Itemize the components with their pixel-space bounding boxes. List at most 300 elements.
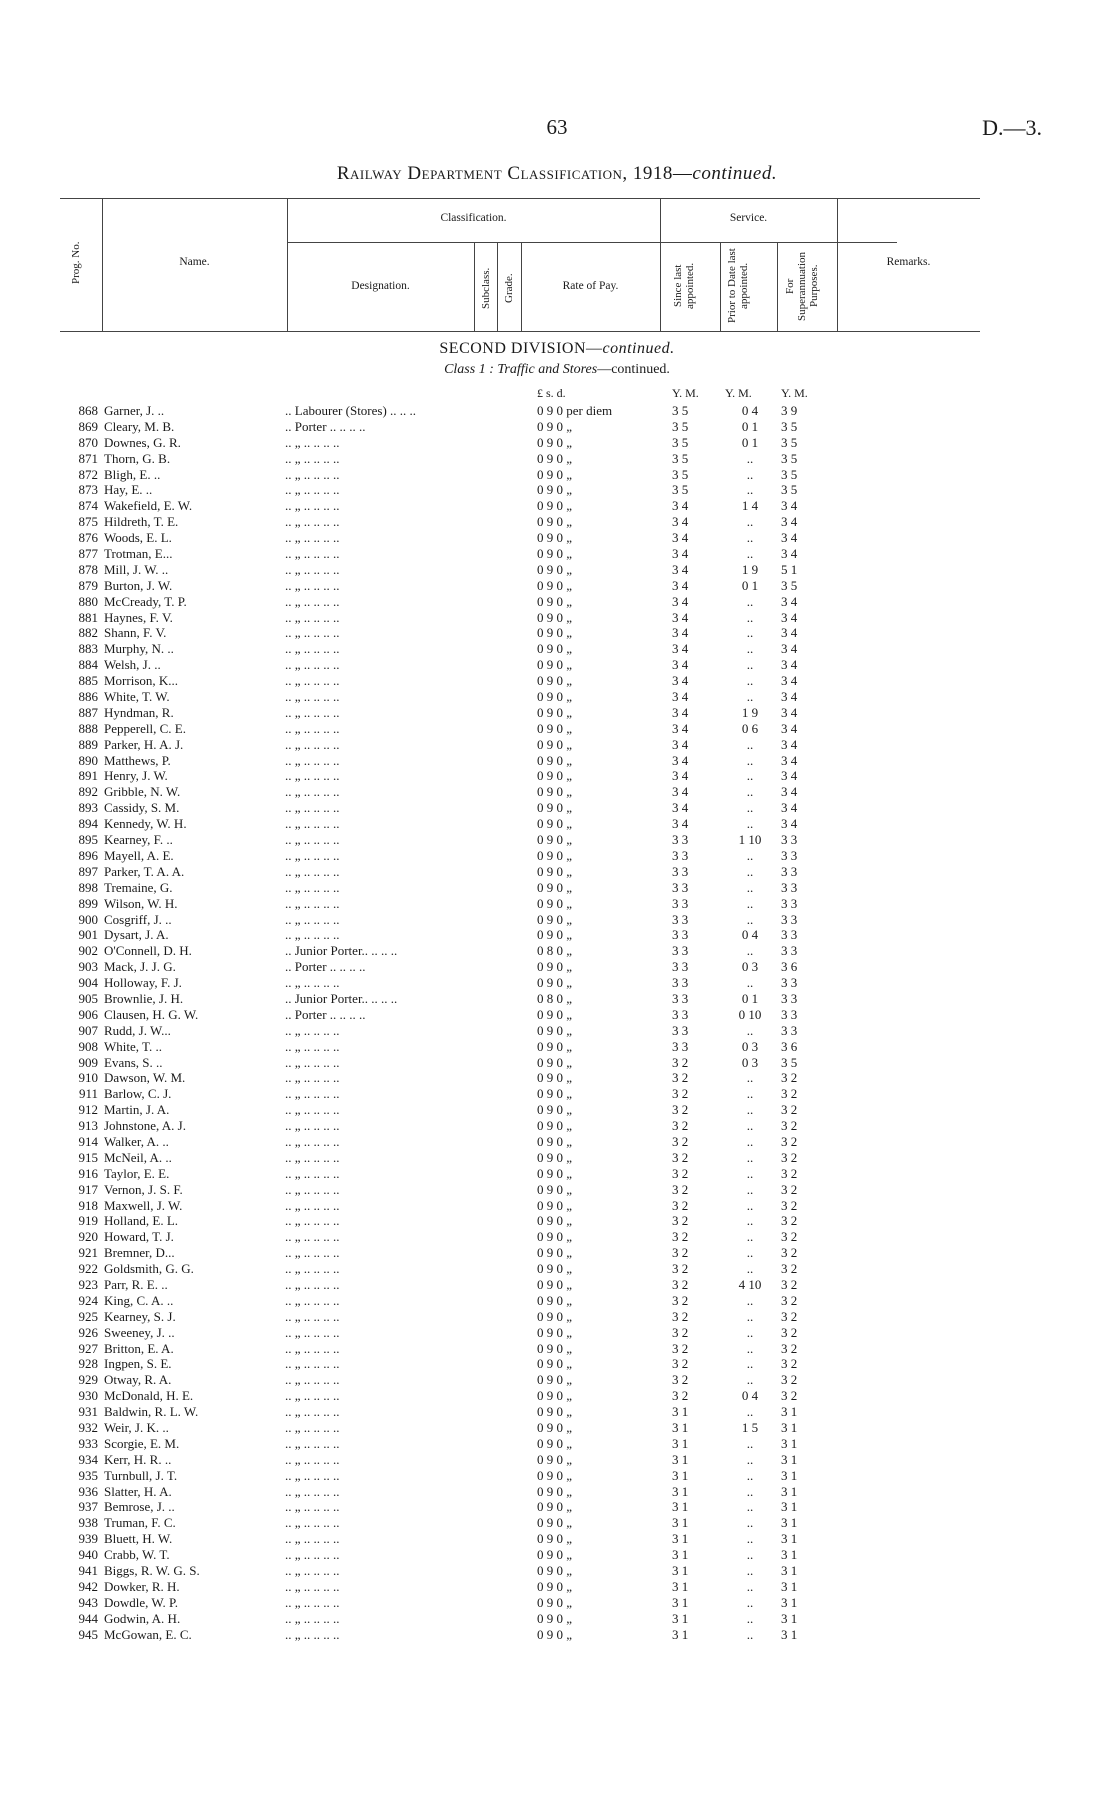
prog-number-cell: 913: [78, 1118, 98, 1134]
prog-number-cell: 886: [78, 689, 98, 705]
designation-cell: .. „ .. .. .. ..: [285, 1102, 340, 1118]
name-cell: Dawson, W. M.: [104, 1070, 186, 1086]
table-row: [0, 1325, 1114, 1341]
header-service: Service.: [729, 212, 768, 224]
name-cell: Godwin, A. H.: [104, 1610, 181, 1626]
designation-cell: .. „ .. .. .. ..: [285, 689, 340, 705]
designation-cell: .. „ .. .. .. ..: [285, 1229, 340, 1245]
since-last-cell: 3 2: [672, 1245, 689, 1261]
rate-of-pay-cell: 0 9 0 „: [537, 1324, 573, 1340]
table-row: [0, 1277, 1114, 1293]
superannuation-cell: 3 2: [781, 1086, 798, 1102]
designation-cell: .. „ .. .. .. ..: [285, 1563, 340, 1579]
prior-to-date-cell: ..: [746, 1435, 754, 1451]
superannuation-cell: 3 1: [781, 1610, 798, 1626]
rate-of-pay-cell: 0 9 0 per diem: [537, 403, 613, 418]
rate-of-pay-cell: 0 9 0 „: [537, 1563, 573, 1579]
name-cell: Pepperell, C. E.: [104, 720, 186, 736]
superannuation-cell: 3 2: [781, 1181, 798, 1197]
prog-number-cell: 892: [78, 784, 98, 800]
rule-v7: [720, 242, 721, 332]
prog-number-cell: 902: [78, 943, 98, 959]
prior-to-date-cell: ..: [746, 847, 754, 863]
superannuation-cell: 3 4: [781, 641, 798, 657]
prog-number-cell: 888: [78, 720, 98, 736]
prog-number-cell: 932: [78, 1420, 98, 1435]
table-row: [0, 800, 1114, 816]
rate-of-pay-cell: 0 9 0 „: [537, 1213, 573, 1229]
name-cell: Woods, E. L.: [104, 530, 172, 546]
rate-of-pay-cell: 0 9 0 „: [537, 1435, 573, 1451]
prog-number-cell: 921: [78, 1245, 98, 1261]
prog-number-cell: 905: [78, 990, 98, 1006]
prior-to-date-cell: ..: [746, 466, 754, 482]
prior-to-date-cell: 1 4: [741, 498, 759, 514]
rate-of-pay-cell: 0 9 0 „: [537, 1133, 573, 1149]
designation-cell: .. „ .. .. .. ..: [285, 546, 340, 562]
prog-number-cell: 938: [78, 1515, 98, 1531]
prog-number-cell: 891: [78, 768, 98, 784]
prior-to-date-cell: ..: [746, 1404, 754, 1420]
since-last-cell: 3 1: [672, 1420, 689, 1435]
designation-cell: .. „ .. .. .. ..: [285, 847, 340, 863]
prog-number-cell: 884: [78, 657, 98, 673]
rate-of-pay-cell: 0 9 0 „: [537, 911, 573, 927]
superannuation-cell: 3 2: [781, 1324, 798, 1340]
rate-of-pay-cell: 0 9 0 „: [537, 1038, 573, 1054]
rate-of-pay-cell: 0 9 0 „: [537, 1006, 573, 1022]
prog-number-cell: 889: [78, 736, 98, 752]
prior-to-date-cell: ..: [746, 800, 754, 816]
table-row: [0, 991, 1114, 1007]
designation-cell: .. „ .. .. .. ..: [285, 800, 340, 816]
prog-number-cell: 939: [78, 1531, 98, 1547]
superannuation-cell: 3 1: [781, 1420, 798, 1435]
rate-of-pay-cell: 0 9 0 „: [537, 1102, 573, 1118]
since-last-cell: 3 3: [672, 927, 689, 943]
prior-to-date-cell: ..: [746, 1515, 754, 1531]
designation-cell: .. „ .. .. .. ..: [285, 832, 340, 848]
rate-of-pay-cell: 0 9 0 „: [537, 1197, 573, 1213]
prior-to-date-cell: ..: [746, 1292, 754, 1308]
rate-of-pay-cell: 0 9 0 „: [537, 975, 573, 991]
name-cell: Henry, J. W.: [104, 768, 168, 784]
prog-number-cell: 876: [78, 530, 98, 546]
table-row: [0, 657, 1114, 673]
prior-to-date-cell: 0 4: [741, 927, 759, 943]
since-last-cell: 3 2: [672, 1213, 689, 1229]
prior-to-date-cell: ..: [746, 1149, 754, 1165]
table-row: [0, 1261, 1114, 1277]
name-cell: Dowdle, W. P.: [104, 1594, 179, 1610]
superannuation-cell: 3 4: [781, 673, 798, 689]
table-row: [0, 848, 1114, 864]
designation-cell: .. „ .. .. .. ..: [285, 720, 340, 736]
since-last-cell: 3 4: [672, 736, 689, 752]
prog-number-cell: 942: [78, 1578, 98, 1594]
table-row: [0, 1070, 1114, 1086]
units-prior: Y. M.: [725, 386, 752, 400]
name-cell: Tremaine, G.: [104, 879, 173, 895]
name-cell: Taylor, E. E.: [104, 1165, 170, 1181]
rate-of-pay-cell: 0 9 0 „: [537, 1404, 573, 1420]
designation-cell: .. „ .. .. .. ..: [285, 975, 340, 991]
class-suffix: —continued.: [597, 362, 670, 377]
prior-to-date-cell: ..: [746, 657, 754, 673]
superannuation-cell: 3 1: [781, 1547, 798, 1563]
prior-to-date-cell: ..: [746, 943, 754, 959]
prior-to-date-cell: ..: [746, 1578, 754, 1594]
superannuation-cell: 3 4: [781, 768, 798, 784]
name-cell: Scorgie, E. M.: [104, 1435, 180, 1451]
table-row: [0, 975, 1114, 991]
units-pay: £ s. d.: [537, 386, 566, 400]
superannuation-cell: 3 1: [781, 1451, 798, 1467]
rate-of-pay-cell: 0 9 0 „: [537, 1610, 573, 1626]
prog-number-cell: 881: [78, 609, 98, 625]
superannuation-cell: 3 2: [781, 1102, 798, 1118]
prior-to-date-cell: ..: [746, 450, 754, 466]
since-last-cell: 3 2: [672, 1197, 689, 1213]
name-cell: Parr, R. E. ..: [104, 1276, 168, 1292]
prog-number-cell: 920: [78, 1229, 98, 1245]
rate-of-pay-cell: 0 9 0 „: [537, 1626, 573, 1642]
superannuation-cell: 3 4: [781, 720, 798, 736]
header-grade: Grade.: [503, 273, 515, 303]
name-cell: Gribble, N. W.: [104, 784, 181, 800]
table-row: [0, 1150, 1114, 1166]
rate-of-pay-cell: 0 9 0 „: [537, 1292, 573, 1308]
table-row: [0, 435, 1114, 451]
since-last-cell: 3 2: [672, 1149, 689, 1165]
since-last-cell: 3 2: [672, 1229, 689, 1245]
prior-to-date-cell: 0 1: [741, 577, 759, 593]
since-last-cell: 3 3: [672, 1022, 689, 1038]
name-cell: Walker, A. ..: [104, 1133, 169, 1149]
table-row: [0, 832, 1114, 848]
since-last-cell: 3 3: [672, 879, 689, 895]
rate-of-pay-cell: 0 9 0 „: [537, 1467, 573, 1483]
prior-to-date-cell: ..: [746, 1499, 754, 1515]
name-cell: Kerr, H. R. ..: [104, 1451, 172, 1467]
superannuation-cell: 3 4: [781, 800, 798, 816]
name-cell: Dysart, J. A.: [104, 927, 169, 943]
table-row: [0, 1595, 1114, 1611]
name-cell: White, T. W.: [104, 689, 170, 705]
rule-v3: [474, 242, 475, 332]
rate-of-pay-cell: 0 9 0 „: [537, 609, 573, 625]
page-title: [0, 163, 1114, 185]
name-cell: Downes, G. R.: [104, 434, 181, 450]
name-cell: Welsh, J. ..: [104, 657, 161, 673]
since-last-cell: 3 1: [672, 1547, 689, 1563]
superannuation-cell: 3 4: [781, 816, 798, 832]
since-last-cell: 3 4: [672, 673, 689, 689]
prog-number-cell: 880: [78, 593, 98, 609]
since-last-cell: 3 2: [672, 1181, 689, 1197]
superannuation-cell: 3 4: [781, 530, 798, 546]
since-last-cell: 3 4: [672, 704, 689, 720]
prior-to-date-cell: 0 3: [741, 959, 759, 975]
rate-of-pay-cell: 0 9 0 „: [537, 1054, 573, 1070]
name-cell: Clausen, H. G. W.: [104, 1006, 199, 1022]
class-name: Traffic and Stores: [497, 362, 598, 377]
rate-of-pay-cell: 0 9 0 „: [537, 720, 573, 736]
since-last-cell: 3 2: [672, 1276, 689, 1292]
prior-to-date-cell: ..: [746, 1372, 754, 1388]
name-cell: Mack, J. J. G.: [104, 959, 176, 975]
class-prefix: Class 1 :: [444, 362, 494, 377]
name-cell: Brownlie, J. H.: [104, 990, 184, 1006]
prior-to-date-cell: ..: [746, 514, 754, 530]
name-cell: Cleary, M. B.: [104, 418, 175, 434]
designation-cell: .. „ .. .. .. ..: [285, 1054, 340, 1070]
table-row: [0, 927, 1114, 943]
prog-number-cell: 923: [78, 1276, 98, 1292]
since-last-cell: 3 4: [672, 752, 689, 768]
since-last-cell: 3 4: [672, 641, 689, 657]
prog-number-cell: 872: [78, 466, 98, 482]
prog-number-cell: 903: [78, 959, 98, 975]
rate-of-pay-cell: 0 9 0 „: [537, 816, 573, 832]
superannuation-cell: 3 3: [781, 927, 798, 943]
since-last-cell: 3 3: [672, 1038, 689, 1054]
rate-of-pay-cell: 0 9 0 „: [537, 1261, 573, 1277]
prog-number-cell: 926: [78, 1324, 98, 1340]
superannuation-cell: 3 2: [781, 1070, 798, 1086]
table-row: [0, 1182, 1114, 1198]
name-cell: Garner, J. ..: [104, 403, 165, 418]
prior-to-date-cell: ..: [746, 1133, 754, 1149]
superannuation-cell: 3 5: [781, 482, 798, 498]
since-last-cell: 3 2: [672, 1388, 689, 1404]
prior-to-date-cell: 1 10: [738, 832, 762, 848]
since-last-cell: 3 5: [672, 418, 689, 434]
superannuation-cell: 3 2: [781, 1133, 798, 1149]
prog-number-cell: 911: [78, 1086, 98, 1102]
since-last-cell: 3 5: [672, 482, 689, 498]
prior-to-date-cell: 0 3: [741, 1038, 759, 1054]
table-row: [0, 1039, 1114, 1055]
superannuation-cell: 3 3: [781, 879, 798, 895]
superannuation-cell: 3 4: [781, 689, 798, 705]
superannuation-cell: 3 2: [781, 1388, 798, 1404]
title-suffix: continued.: [692, 163, 778, 184]
units-super: Y. M.: [781, 386, 808, 400]
rate-of-pay-cell: 0 9 0 „: [537, 1578, 573, 1594]
prog-number-cell: 908: [78, 1038, 98, 1054]
rate-of-pay-cell: 0 9 0 „: [537, 1308, 573, 1324]
designation-cell: .. „ .. .. .. ..: [285, 1388, 340, 1404]
designation-cell: .. „ .. .. .. ..: [285, 879, 340, 895]
name-cell: Hyndman, R.: [104, 704, 174, 720]
division-title: [0, 340, 1114, 358]
name-cell: McCready, T. P.: [104, 593, 187, 609]
designation-cell: .. „ .. .. .. ..: [285, 784, 340, 800]
prior-to-date-cell: ..: [746, 1070, 754, 1086]
rate-of-pay-cell: 0 9 0 „: [537, 1483, 573, 1499]
name-cell: Hildreth, T. E.: [104, 514, 179, 530]
table-row: [0, 562, 1114, 578]
table-row: [0, 959, 1114, 975]
since-last-cell: 3 4: [672, 561, 689, 577]
rate-of-pay-cell: 0 9 0 „: [537, 450, 573, 466]
since-last-cell: 3 2: [672, 1102, 689, 1118]
prog-number-cell: 873: [78, 482, 98, 498]
since-last-cell: 3 3: [672, 943, 689, 959]
table-row: [0, 705, 1114, 721]
designation-cell: .. „ .. .. .. ..: [285, 1086, 340, 1102]
rate-of-pay-cell: 0 9 0 „: [537, 689, 573, 705]
designation-cell: .. „ .. .. .. ..: [285, 768, 340, 784]
superannuation-cell: 3 2: [781, 1292, 798, 1308]
name-cell: Weir, J. K. ..: [104, 1420, 169, 1435]
superannuation-cell: 3 3: [781, 863, 798, 879]
rate-of-pay-cell: 0 9 0 „: [537, 657, 573, 673]
designation-cell: .. „ .. .. .. ..: [285, 1292, 340, 1308]
page-number: 63: [546, 115, 568, 139]
table-row: [0, 1563, 1114, 1579]
prior-to-date-cell: ..: [746, 530, 754, 546]
rate-of-pay-cell: 0 9 0 „: [537, 879, 573, 895]
designation-cell: .. „ .. .. .. ..: [285, 1324, 340, 1340]
name-cell: Mayell, A. E.: [104, 847, 174, 863]
rate-of-pay-cell: 0 9 0 „: [537, 673, 573, 689]
prog-number-cell: 878: [78, 561, 98, 577]
prior-to-date-cell: ..: [746, 816, 754, 832]
header-name: Name.: [179, 256, 210, 268]
designation-cell: .. „ .. .. .. ..: [285, 1213, 340, 1229]
designation-cell: .. „ .. .. .. ..: [285, 450, 340, 466]
prog-number-cell: 890: [78, 752, 98, 768]
rate-of-pay-cell: 0 9 0 „: [537, 530, 573, 546]
superannuation-cell: 3 9: [781, 403, 798, 418]
rate-of-pay-cell: 0 9 0 „: [537, 768, 573, 784]
designation-cell: .. „ .. .. .. ..: [285, 704, 340, 720]
table-row: [0, 1388, 1114, 1404]
name-cell: Evans, S. ..: [104, 1054, 163, 1070]
designation-cell: .. „ .. .. .. ..: [285, 1245, 340, 1261]
since-last-cell: 3 5: [672, 466, 689, 482]
prior-to-date-cell: ..: [746, 1229, 754, 1245]
since-last-cell: 3 1: [672, 1594, 689, 1610]
prog-number-cell: 879: [78, 577, 98, 593]
designation-cell: .. „ .. .. .. ..: [285, 434, 340, 450]
table-row: [0, 1611, 1114, 1627]
prior-to-date-cell: ..: [746, 1610, 754, 1626]
table-row: [0, 1499, 1114, 1515]
prior-to-date-cell: ..: [746, 625, 754, 641]
prior-to-date-cell: 4 10: [738, 1276, 762, 1292]
name-cell: Johnstone, A. J.: [104, 1118, 186, 1134]
prior-to-date-cell: ..: [746, 1594, 754, 1610]
superannuation-cell: 3 3: [781, 1022, 798, 1038]
rate-of-pay-cell: 0 9 0 „: [537, 1451, 573, 1467]
rate-of-pay-cell: 0 9 0 „: [537, 1388, 573, 1404]
superannuation-cell: 3 4: [781, 625, 798, 641]
prog-number-cell: 904: [78, 975, 98, 991]
table-row: [0, 625, 1114, 641]
since-last-cell: 3 2: [672, 1118, 689, 1134]
prog-number-cell: 896: [78, 847, 98, 863]
prior-to-date-cell: ..: [746, 752, 754, 768]
table-row: [0, 1102, 1114, 1118]
table-row: [0, 1372, 1114, 1388]
name-cell: Truman, F. C.: [104, 1515, 176, 1531]
prior-to-date-cell: ..: [746, 1086, 754, 1102]
prior-to-date-cell: ..: [746, 689, 754, 705]
name-cell: Goldsmith, G. G.: [104, 1261, 194, 1277]
superannuation-cell: 3 4: [781, 546, 798, 562]
rate-of-pay-cell: 0 8 0 „: [537, 943, 573, 959]
designation-cell: .. „ .. .. .. ..: [285, 609, 340, 625]
since-last-cell: 3 5: [672, 450, 689, 466]
superannuation-cell: 3 3: [781, 990, 798, 1006]
prog-number-cell: 887: [78, 704, 98, 720]
prior-to-date-cell: ..: [746, 863, 754, 879]
header-since-last: Since last appointed.: [672, 262, 696, 310]
table-row: [0, 1404, 1114, 1420]
since-last-cell: 3 3: [672, 863, 689, 879]
rate-of-pay-cell: 0 9 0 „: [537, 1420, 573, 1435]
superannuation-cell: 3 4: [781, 514, 798, 530]
superannuation-cell: 3 1: [781, 1404, 798, 1420]
rate-of-pay-cell: 0 9 0 „: [537, 1340, 573, 1356]
superannuation-cell: 3 1: [781, 1435, 798, 1451]
designation-cell: .. „ .. .. .. ..: [285, 1197, 340, 1213]
name-cell: McNeil, A. ..: [104, 1149, 172, 1165]
superannuation-cell: 3 2: [781, 1356, 798, 1372]
prog-number-cell: 897: [78, 863, 98, 879]
superannuation-cell: 3 4: [781, 657, 798, 673]
superannuation-cell: 3 5: [781, 466, 798, 482]
prog-number-cell: 877: [78, 546, 98, 562]
superannuation-cell: 3 1: [781, 1578, 798, 1594]
prior-to-date-cell: ..: [746, 609, 754, 625]
table-row: [0, 1436, 1114, 1452]
prior-to-date-cell: ..: [746, 1467, 754, 1483]
name-cell: Matthews, P.: [104, 752, 171, 768]
prior-to-date-cell: ..: [746, 784, 754, 800]
prior-to-date-cell: ..: [746, 1181, 754, 1197]
prog-number-cell: 934: [78, 1451, 98, 1467]
rate-of-pay-cell: 0 9 0 „: [537, 1547, 573, 1563]
table-row: [0, 1086, 1114, 1102]
prog-number-cell: 928: [78, 1356, 98, 1372]
prior-to-date-cell: ..: [746, 1165, 754, 1181]
prior-to-date-cell: ..: [746, 1563, 754, 1579]
since-last-cell: 3 1: [672, 1435, 689, 1451]
table-row: [0, 482, 1114, 498]
document-reference: D.—3.: [982, 115, 1042, 140]
superannuation-cell: 3 5: [781, 450, 798, 466]
table-row: [0, 1007, 1114, 1023]
designation-cell: .. „ .. .. .. ..: [285, 1531, 340, 1547]
superannuation-cell: 3 1: [781, 1563, 798, 1579]
since-last-cell: 3 1: [672, 1563, 689, 1579]
designation-cell: .. „ .. .. .. ..: [285, 1435, 340, 1451]
superannuation-cell: 3 2: [781, 1276, 798, 1292]
prog-number-cell: 924: [78, 1292, 98, 1308]
name-cell: Bligh, E. ..: [104, 466, 161, 482]
prior-to-date-cell: 0 1: [741, 990, 759, 1006]
prior-to-date-cell: ..: [746, 1118, 754, 1134]
table-row: [0, 594, 1114, 610]
table-row: [0, 721, 1114, 737]
rate-of-pay-cell: 0 9 0 „: [537, 832, 573, 848]
table-row: [0, 1452, 1114, 1468]
name-cell: Holland, E. L.: [104, 1213, 179, 1229]
